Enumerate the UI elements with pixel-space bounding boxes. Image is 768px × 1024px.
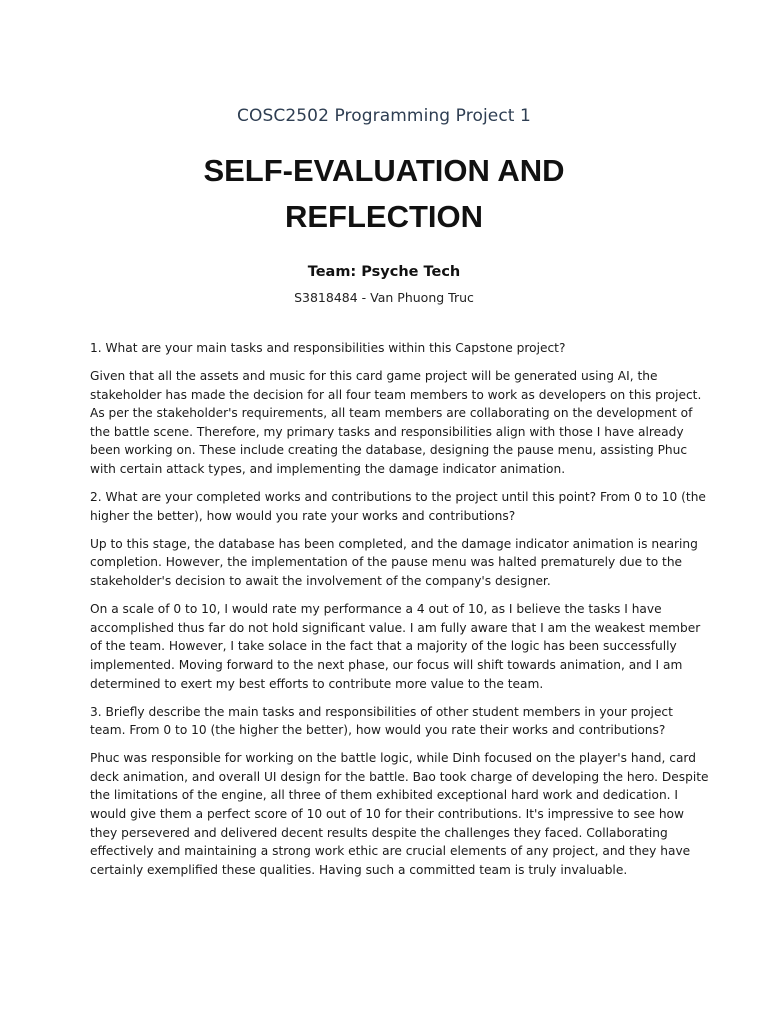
answer-1: Given that all the assets and music for this card game project will be generated using AI, the stakeholder has made the decision for all four team members to work as developers on this project. As per the stakeholder's requirements, all team members are collaborating on the development of the battle scene. Therefore, my primary tasks and responsibilities align with those I have already been working on. These include creating the database, designing the pause menu, assisting Phuc with certain attack types, and implementing the damage indicator animation. xyxy=(90,369,702,477)
course-title: COSC2502 Programming Project 1 xyxy=(237,106,531,126)
member-info: S3818484 - Van Phuong Truc xyxy=(294,290,474,305)
document-title-line-2: REFLECTION xyxy=(284,199,484,234)
answer-3: Phuc was responsible for working on the battle logic, while Dinh focused on the player's hand, card deck animation, and overall UI design for the battle. Bao took charge of developing the hero. Despite the limitations of the engine, all three of them exhibited exceptional hard work and dedication. I would give them a perfect score of 10 out of 10 for their contributions. It's impressive to see how they persevered and delivered decent results despite the challenges they faced. Collaborating effectively and maintaining a strong work ethic are crucial elements of any project, and they have certainly exemplified these qualities. Having such a committed team is truly invaluable. xyxy=(90,751,709,877)
question-2: 2. What are your completed works and contributions to the project until this point? From 0 to 10 (the higher the better), how would you rate your works and contributions? xyxy=(90,490,706,523)
document-body xyxy=(90,339,710,889)
document-title-line-1: SELF-EVALUATION AND xyxy=(203,153,565,188)
answer-2-paragraph-2: On a scale of 0 to 10, I would rate my performance a 4 out of 10, as I believe the tasks I have accomplished thus far do not hold significant value. I am fully aware that I am the weakest member of the team. However, I take solace in the fact that a majority of the logic has been successfully implemented. Moving forward to the next phase, our focus will shift towards animation, and I am determined to exert my best efforts to contribute more value to the team. xyxy=(90,602,701,691)
document-title xyxy=(0,148,768,240)
answer-2-paragraph-1: Up to this stage, the database has been completed, and the damage indicator animation is nearing completion. However, the implementation of the pause menu was halted prematurely due to the stakeholder's decision to await the involvement of the company's designer. xyxy=(90,536,698,589)
team-name: Team: Psyche Tech xyxy=(307,264,461,280)
question-1: 1. What are your main tasks and responsibilities within this Capstone project? xyxy=(90,341,566,355)
question-3: 3. Briefly describe the main tasks and responsibilities of other student members in your project team. From 0 to 10 (the higher the better), how would you rate their works and contributions? xyxy=(90,704,673,738)
